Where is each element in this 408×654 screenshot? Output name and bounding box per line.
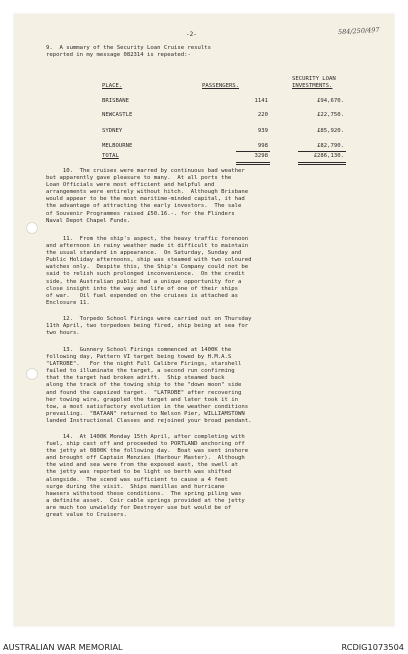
cell-investments: £82,790. xyxy=(317,143,344,149)
cell-passengers: 1141 xyxy=(254,98,268,104)
archive-id: RCDIG1073504 xyxy=(341,642,404,652)
paragraph-9-intro: 9. A summary of the Security Loan Cruise results reported in my message 082314 is repeated:- xyxy=(46,45,212,59)
archive-footer xyxy=(0,632,408,654)
paragraph-14: 14. At 1400K Monday 15th April, after completing with fuel, ship cast off and proceeded to PORTLAND anchoring off the jetty at 0800K the following day. Boat was sent inshore and brought off Captain Menzies (Harbour Master). Although the wind and sea were from the exposed east, the swell at the jetty was reported to be light so berth was shifted alongside. The scend was sufficient to cause a 4 feet surge during the visit. Ships manillas and hurricane hawsers withstood these conditions. The spring piling was a definite asset. Coir cable springs provided at the jetty are much too unwieldy for Destroyer use but would be of great value to Cruisers. xyxy=(46,434,249,519)
header-investments-line1: SECURITY LOAN xyxy=(292,76,336,82)
table-row xyxy=(46,112,386,122)
handwritten-reference: 584/250/497 xyxy=(338,25,381,37)
total-double-rule xyxy=(236,162,270,163)
punch-hole-bottom xyxy=(26,368,38,380)
cell-investments: £85,920. xyxy=(317,128,344,134)
cell-place: BRISBANE xyxy=(102,98,129,104)
cell-passengers: 220 xyxy=(257,112,268,118)
total-double-rule xyxy=(298,162,346,163)
paragraph-13: 13. Gunnery School Firings commenced at 1400K the following day, Pattern VI target being towed by H.M.A.S "LATROBE". For the night Full Calibre Firings, starshell failed to illuminate the target, a second run confirming that the target had broken adrift. Ship steamed back along the track of the towing ship to the "down moon" side and found the capsized target. "LATROBE" after recovering her towing wire, grappled the target and later took it in tow, a most satisfactory evolution in the weather conditions prevailing. "BATAAN" returned to Nelson Pier, WILLIAMSTOWN landed Instructional Classes and rejoined your broad pendant. xyxy=(46,347,252,424)
paragraph-10: 10. The cruises were marred by continuous bad weather but apparently gave pleasure to many. At all ports the Loan Officials were most efficient and helpful and arrangements were entirely without hitch. Although Brisbane would appear to be the most maritime-minded capital, it had the advantage of attracting the early investors. The sale of Souvenir Programmes raised £50.16.-. for the Flinders Naval Depot Chapel Funds. xyxy=(46,168,249,224)
cell-investments: £22,750. xyxy=(317,112,344,118)
archive-name: AUSTRALIAN WAR MEMORIAL xyxy=(3,642,123,652)
sum-rule xyxy=(236,151,270,152)
cell-investments: £94,670. xyxy=(317,98,344,104)
table-row xyxy=(46,128,386,138)
paragraph-12: 12. Torpedo School Firings were carried out on Thursday 11th April, two torpedoes being fired, ship being at sea for two hours. xyxy=(46,316,252,337)
total-double-rule xyxy=(298,164,346,165)
header-investments-line2: INVESTMENTS. xyxy=(292,83,333,89)
cell-place: MELBOURNE xyxy=(102,143,133,149)
total-investments: £286,130. xyxy=(313,153,344,159)
sum-rule xyxy=(298,151,346,152)
paragraph-11: 11. From the ship's aspect, the heavy traffic forenoon and afternoon in rainy weather made it difficult to maintain the usual standard in appearance. On Saturday, Sunday and Public Holiday afternoons, ship was steamed with two coloured watches only. Despite this, the Ship's Company could not be said to relish such prolonged inconvenience. On the credit side, the Australian public had a unique opportunity for a close insight into the way and life of one of their ships of war. Oil fuel expended on the cruises is attached as Enclosure 11. xyxy=(46,236,252,306)
table-row xyxy=(46,98,386,108)
cell-place: SYDNEY xyxy=(102,128,123,134)
document-page xyxy=(14,14,394,626)
header-passengers: PASSENGERS. xyxy=(202,83,240,89)
total-label: TOTAL xyxy=(102,153,119,159)
total-passengers: 3298 xyxy=(254,153,268,159)
header-place: PLACE. xyxy=(102,83,123,89)
page-number: -2- xyxy=(186,31,197,38)
cell-passengers: 939 xyxy=(257,128,268,134)
punch-hole-top xyxy=(26,222,38,234)
total-double-rule xyxy=(236,164,270,165)
cell-place: NEWCASTLE xyxy=(102,112,133,118)
cell-passengers: 998 xyxy=(257,143,268,149)
